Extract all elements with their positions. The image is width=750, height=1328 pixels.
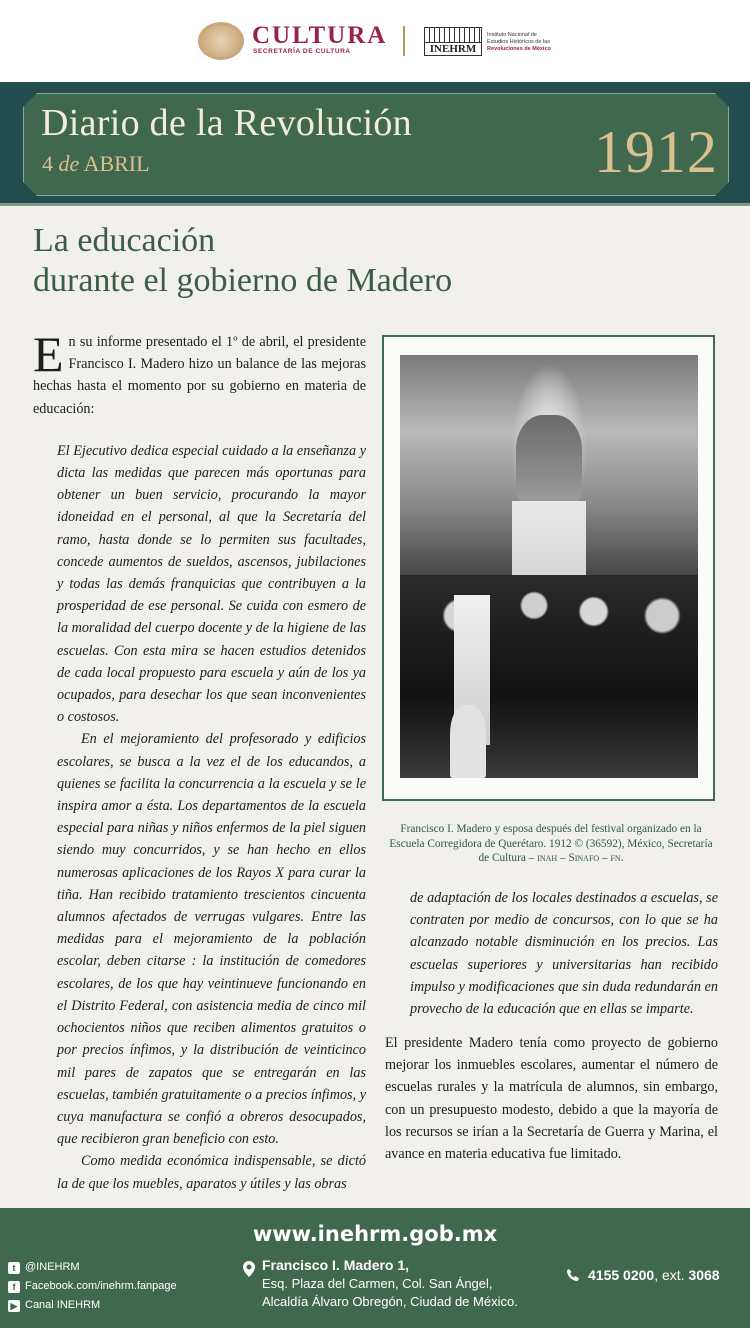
youtube-icon: ▶ (8, 1300, 20, 1312)
national-seal-icon (198, 22, 244, 60)
location-pin-icon (243, 1261, 255, 1277)
article-intro (33, 326, 366, 420)
footer (0, 1208, 750, 1328)
banner-day: 4 (42, 151, 53, 176)
facebook-link[interactable] (8, 1277, 177, 1296)
facebook-url: Facebook.com/inehrm.fanpage (25, 1280, 177, 1292)
twitter-handle: @INEHRM (25, 1261, 80, 1273)
phone-number: 4155 0200 (588, 1267, 655, 1283)
banner-de: de (58, 151, 80, 176)
heading-line2: durante el gobierno de Madero (33, 262, 453, 299)
banner-year: 1912 (594, 119, 718, 185)
inehrm-building-icon (424, 27, 482, 43)
intro-text: n su informe presentado el 1º de abril, el presidente Francisco I. Madero hizo un balance de las mejoras hechas hasta el momento por su gobierno en materia de educación: (33, 334, 366, 417)
phone-ext-label: , ext. (654, 1267, 685, 1283)
cultura-logo-title: CULTURA (252, 22, 388, 49)
address (262, 1256, 518, 1311)
inehrm-desc-line3: Revoluciones de México (487, 46, 551, 52)
phone-ext: 3068 (688, 1267, 720, 1283)
drop-cap: E (33, 326, 64, 382)
report-quote (33, 440, 366, 1195)
historical-photo (400, 355, 698, 778)
quote-paragraph-2: En el mejoramiento del profesorado y edificios escolares, se busca a la vez el de los educandos, a quienes se facilita la concurrencia a la escuela y se le inspira amor a ésta. Los departamentos de la escuela especial para niñas y niños enfermos de la piel siguen siendo muy concurridos, y se han hecho en ellos numerosas aplicaciones de los Rayos X para curar la tiña. Han recibido tratamiento trescientos cincuenta alumnos afectados de verrugas vulgares. Entre las medidas para el mejoramiento de la población escolar, deben citarse : la institución de comedores escolares, de los que hay veintinueve funcionando en el Distrito Federal, con asistencia media de cinco mil ochocientos niños que reciben alimentos gratuitos o por precios ínfimos, y la distribución de veinticinco mil pares de zapatos que se entregarán en las escuelas, también gratuitamente o a precios ínfimos, y cuya manufactura se confió a obreros desocupados, que recibieron gran beneficio con esto. (57, 731, 366, 1148)
twitter-icon: t (8, 1262, 20, 1274)
quote-paragraph-1: El Ejecutivo dedica especial cuidado a la enseñanza y dicta las medidas que parecen más oportunas para obtener un buen servicio, procurando la mayor idoneidad en el personal, al que la Secretaría del ramo, hasta donde se lo permiten sus facultades, concede aumentos de sueldos, ascensos, jubilaciones y todas las demás franquicias que contribuyen a la prosperidad de ese personal. Se cuida con esmero de la moralidad del cuerpo docente y de la higiene de las escuelas. Con esta mira se hacen estudios detenidos de cada local propuesto para escuela y aún de los ya ocupados, para desechar los que sean inconvenientes o costosos. (57, 442, 366, 726)
phone-icon (566, 1268, 580, 1282)
article-closing: El presidente Madero tenía como proyecto de gobierno mejorar los inmuebles escolares, aumentar el número de escuelas rurales y la matrícula de alumnos, sin embargo, con un presupuesto modesto, debido a que la mayoría de los recursos se irían a la Secretaría de Guerra y Marina, el avance en materia educativa fue limitado. (385, 1035, 718, 1163)
photo-caption (387, 822, 715, 866)
caption-main: Francisco I. Madero y esposa después del festival organizado en la Escuela Corregidora de Querétaro. 1912 © (36592), México, Secretaría de Cultura – (389, 823, 713, 864)
banner-month: ABRIL (83, 151, 150, 176)
website-link[interactable]: www.inehrm.gob.mx (252, 1222, 498, 1246)
inehrm-logo-description (487, 32, 567, 53)
article-heading (33, 221, 673, 301)
logo-divider (403, 26, 405, 56)
social-links (8, 1258, 177, 1315)
facebook-icon: f (8, 1281, 20, 1293)
inehrm-desc-line1: Instituto Nacional de (487, 32, 537, 38)
banner-title: Diario de la Revolución (41, 102, 412, 144)
photo-crowd (400, 575, 698, 778)
article-left-column (33, 326, 366, 1195)
quote-paragraph-3: Como medida económica indispensable, se dictó la de que los muebles, aparatos y útiles y las obras (57, 1153, 366, 1192)
bust-statue (516, 415, 582, 501)
address-line3: Alcaldía Álvaro Obregón, Ciudad de México. (262, 1294, 518, 1309)
phone-contact[interactable] (566, 1267, 720, 1283)
cultura-logo-subtitle: SECRETARÍA DE CULTURA (253, 48, 351, 55)
youtube-channel: Canal INEHRM (25, 1299, 101, 1311)
photo-child-figure (450, 705, 486, 778)
inehrm-logo-acronym: INEHRM (424, 42, 482, 56)
twitter-link[interactable] (8, 1258, 177, 1277)
banner-date (42, 151, 150, 177)
address-line2: Esq. Plaza del Carmen, Col. San Ángel, (262, 1276, 493, 1291)
heading-line1: La educación (33, 222, 216, 259)
quote-continuation: de adaptación de los locales destinados a escuelas, se contraten por medio de concursos, con lo que se ha alcanzado notable disminución en los precios. Las escuelas superiores y universitarias han recibido impulso y modificaciones que sin duda redundarán en provecho de la educación que en ellas se imparte. (410, 890, 718, 1018)
inehrm-desc-line2: Estudios Históricos de las (487, 39, 550, 45)
address-line1: Francisco I. Madero 1, (262, 1257, 410, 1273)
youtube-link[interactable] (8, 1296, 177, 1315)
caption-credit: inah – Sinafo – fn. (537, 852, 624, 864)
header-logos (0, 0, 750, 82)
